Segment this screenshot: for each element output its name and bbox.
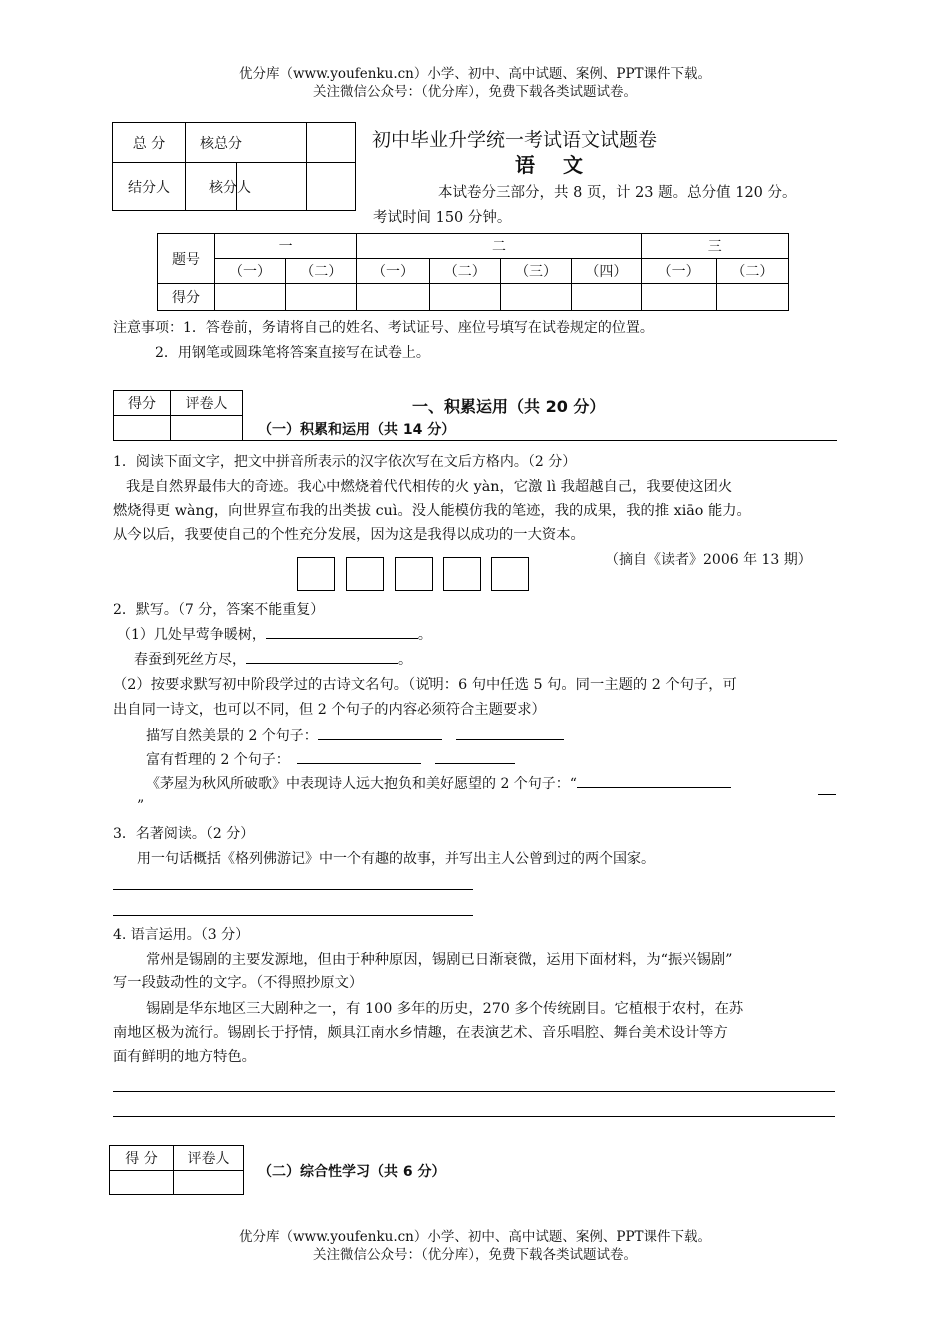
- answer-line[interactable]: [113, 915, 473, 916]
- question-4-text-2: [113, 971, 363, 995]
- period: 。: [417, 627, 432, 643]
- question-2-2e: [146, 772, 731, 796]
- exam-info-2: 考试时间 150 分钟。: [373, 210, 512, 226]
- check-total-label: 核总分: [186, 123, 307, 163]
- question-4-text-2-pre: 写一段: [113, 975, 156, 991]
- question-1-text-2: 燃烧得更 wàng，向世界宣布我的出类拔 cuì。没人能模仿我的笔迹，我的成果，我的推 xiāo 能力。: [113, 503, 751, 519]
- sub-header: （二）: [286, 259, 357, 284]
- question-2-1a-text: （1）几处早莺争暖树，: [117, 627, 266, 643]
- question-2-2b: 出自同一诗文，也可以不同，但 2 个句子的内容必须符合主题要求）: [113, 702, 546, 718]
- answer-box[interactable]: [443, 557, 481, 591]
- footer-line-1: 优分库（www.youfenku.cn）小学、初中、高中试题、案例、PPT课件下载。: [238, 1229, 712, 1245]
- answer-blank[interactable]: [246, 649, 398, 664]
- checker-label: 核分人: [237, 163, 307, 211]
- exam-title: 初中毕业升学统一考试语文试题卷: [372, 129, 658, 151]
- question-2-2e-text: 《茅屋为秋风所破歌》中表现诗人远大抱负和美好愿望的 2 个句子：“: [146, 776, 577, 792]
- header-line-1: 优分库（www.youfenku.cn）小学、初中、高中试题、案例、PPT课件下载。: [238, 66, 712, 82]
- answer-blank[interactable]: [266, 624, 418, 639]
- grader-label: 评卷人: [171, 391, 243, 416]
- question-2-1b-text: 春蚕到死丝方尽，: [134, 652, 246, 668]
- group-header-2: 二: [357, 234, 641, 259]
- question-2-2a-post: ：6 句中任选 5 句。同一主题的 2 个句子，可: [443, 677, 737, 693]
- closing-quote: ”: [137, 798, 145, 814]
- question-3: 3．名著阅读。（2 分）: [113, 826, 255, 842]
- question-1: 1．阅读下面文字，把文中拼音所表示的汉字依次写在文后方格内。（2 分）: [113, 454, 577, 470]
- question-1-source: （摘自《读者》2006 年 13 期）: [605, 552, 812, 568]
- grader-name-cell[interactable]: [171, 416, 243, 441]
- grader-label: 评卷人: [174, 1146, 244, 1171]
- total-score-box: [112, 122, 356, 211]
- answer-line[interactable]: [113, 1116, 835, 1117]
- grader-box-1: [113, 390, 243, 441]
- footer-line-2: 关注微信公众号：（优分库），免费下载各类试题试卷。: [313, 1247, 637, 1263]
- score-cell[interactable]: [572, 284, 641, 311]
- answer-blank[interactable]: [818, 780, 836, 795]
- answer-box[interactable]: [346, 557, 384, 591]
- grader-box-2: [109, 1145, 244, 1195]
- question-2: 2．默写。（7 分，答案不能重复）: [113, 602, 325, 618]
- material-text-3: 面有鲜明的地方特色。: [113, 1049, 256, 1065]
- scorer-label: 结分人: [113, 163, 186, 211]
- answer-box[interactable]: [395, 557, 433, 591]
- answer-blank[interactable]: [456, 725, 564, 740]
- question-2-2a: [113, 673, 737, 697]
- answer-line[interactable]: [113, 889, 473, 890]
- sub-header: （三）: [500, 259, 571, 284]
- sub-header: （一）: [357, 259, 429, 284]
- score-cell[interactable]: [214, 284, 285, 311]
- score-cell[interactable]: [357, 284, 429, 311]
- emphasis-text: 鼓动性: [155, 975, 199, 991]
- question-1-text-1: 我是自然界最伟大的奇迹。我心中燃烧着代代相传的火 yàn，它激 lì 我超越自己，我要使这团火: [126, 479, 733, 495]
- checker-cell[interactable]: [307, 163, 356, 211]
- total-score-cell[interactable]: [307, 123, 356, 163]
- subject-title: 语 文: [515, 153, 587, 177]
- period: 。: [398, 652, 412, 668]
- answer-blank[interactable]: [435, 749, 515, 764]
- sub-header: （一）: [641, 259, 716, 284]
- sub-header: （四）: [572, 259, 641, 284]
- answer-blank[interactable]: [577, 773, 731, 788]
- question-2-1b: [134, 648, 412, 672]
- sub-header: （一）: [214, 259, 285, 284]
- exam-info-1: 本试卷分三部分，共 8 页，计 23 题。总分值 120 分。: [438, 185, 797, 201]
- section-1-title: （一）积累和运用（共 14 分）: [258, 422, 456, 438]
- emphasis-text: 说明: [415, 677, 444, 693]
- score-cell[interactable]: [641, 284, 716, 311]
- sub-header: （二）: [429, 259, 500, 284]
- question-4-text-2-post: 的文字。（不得照抄原文）: [198, 975, 364, 991]
- question-2-2a-pre: （2）按要求默写初中阶段学过的古诗文名句。（: [113, 677, 416, 693]
- question-2-2c: [146, 724, 564, 748]
- score-cell[interactable]: [429, 284, 500, 311]
- score-cell[interactable]: [286, 284, 357, 311]
- total-score-label: 总 分: [113, 123, 186, 163]
- material-text-1: 锡剧是华东地区三大剧种之一，有 100 多年的历史，270 多个传统剧目。它植根于农村，在苏: [146, 1001, 744, 1017]
- grader-name-cell[interactable]: [174, 1171, 244, 1195]
- answer-box[interactable]: [491, 557, 529, 591]
- question-2-2d-text: 富有哲理的 2 个句子：: [146, 752, 283, 768]
- question-3-text: 用一句话概括《格列佛游记》中一个有趣的故事，并写出主人公曾到过的两个国家。: [137, 851, 655, 867]
- material-text-2: 南地区极为流行。锡剧长于抒情，颇具江南水乡情趣，在表演艺术、音乐唱腔、舞台美术设计等方: [113, 1025, 728, 1041]
- score-cell[interactable]: [716, 284, 788, 311]
- question-1-text-3: 从今以后，我要使自己的个性充分发展，因为这是我得以成功的一大资本。: [113, 527, 585, 543]
- grader-score-label: 得 分: [110, 1146, 174, 1171]
- section-divider: [243, 440, 837, 441]
- question-2-1a: [117, 623, 432, 647]
- question-4-text-1: 常州是锡剧的主要发源地，但由于种种原因，锡剧已日渐衰微，运用下面材料，为“振兴锡剧”: [146, 952, 733, 968]
- answer-blank[interactable]: [297, 749, 421, 764]
- section-2-title: （二）综合性学习（共 6 分）: [258, 1164, 446, 1180]
- answer-line[interactable]: [113, 1091, 835, 1092]
- question-4: 4. 语言运用。（3 分）: [113, 927, 250, 943]
- answer-box[interactable]: [297, 557, 335, 591]
- note-1: 注意事项：1．答卷前，务请将自己的姓名、考试证号、座位号填写在试卷规定的位置。: [113, 320, 654, 336]
- row-label-question-number: 题号: [158, 234, 215, 284]
- note-2: 2．用钢笔或圆珠笔将答案直接写在试卷上。: [155, 345, 430, 361]
- sub-header: （二）: [716, 259, 788, 284]
- grader-score-label: 得分: [114, 391, 171, 416]
- row-label-score: 得分: [158, 284, 215, 311]
- grader-score-cell[interactable]: [110, 1171, 174, 1195]
- header-line-2: 关注微信公众号：（优分库），免费下载各类试题试卷。: [313, 84, 637, 100]
- group-header-1: 一: [214, 234, 357, 259]
- answer-blank[interactable]: [318, 725, 442, 740]
- group-header-3: 三: [641, 234, 788, 259]
- part-1-title: 一、积累运用（共 20 分）: [412, 397, 606, 416]
- score-table: [157, 233, 789, 311]
- grader-score-cell[interactable]: [114, 416, 171, 441]
- score-cell[interactable]: [500, 284, 571, 311]
- question-2-2d: [146, 748, 515, 772]
- question-2-2c-text: 描写自然美景的 2 个句子：: [146, 728, 318, 744]
